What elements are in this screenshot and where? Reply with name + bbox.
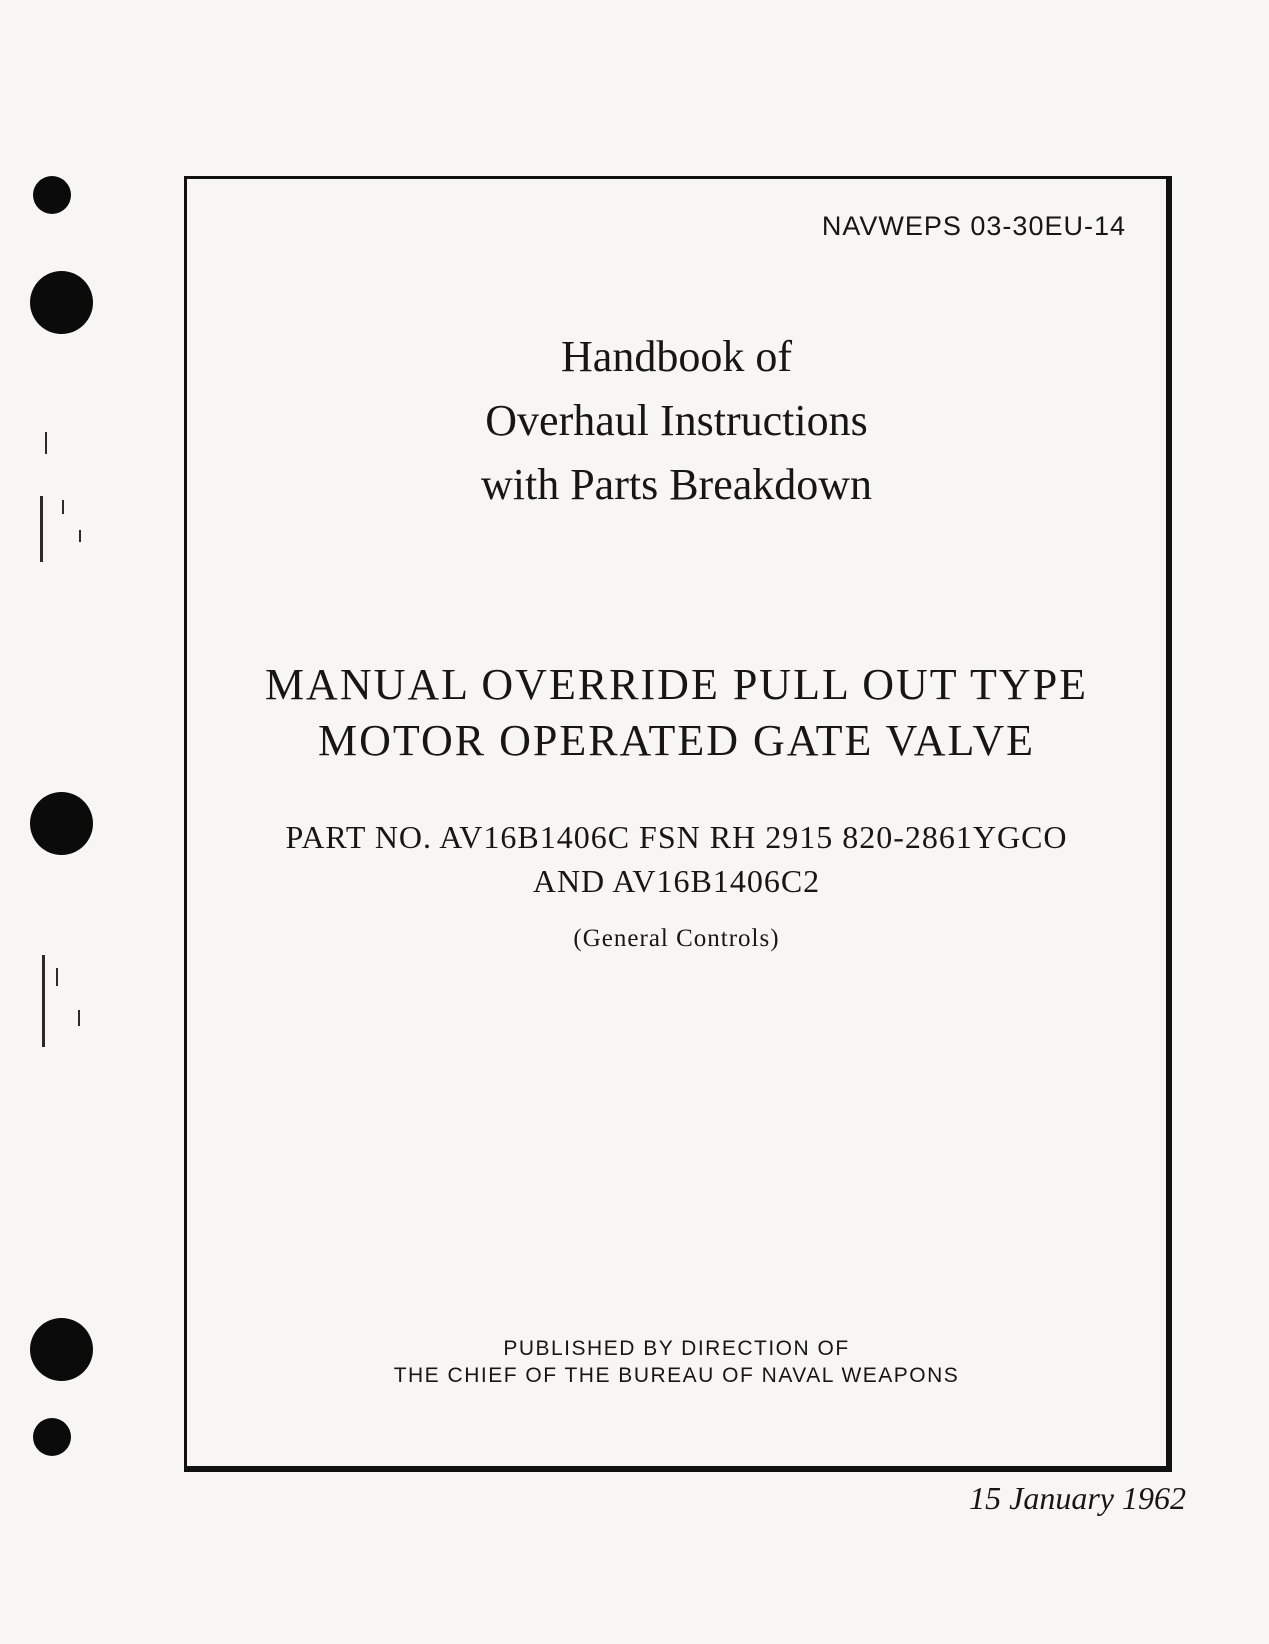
binder-hole [30,271,93,334]
part-numbers [187,815,1166,903]
scan-speck [40,496,43,562]
subject-title [187,657,1166,769]
publisher-statement [187,1335,1166,1389]
binder-hole [33,1418,71,1456]
subject-title-line: MOTOR OPERATED GATE VALVE [317,716,1035,765]
scan-speck [45,432,47,454]
scan-speck [62,500,64,514]
scan-speck [78,1010,80,1026]
binder-hole [30,1318,93,1381]
subject-title-line: MANUAL OVERRIDE PULL OUT TYPE [264,660,1089,709]
publisher-line: PUBLISHED BY DIRECTION OF [503,1337,850,1360]
handbook-title-line: Overhaul Instructions [485,396,868,445]
handbook-title-line: with Parts Breakdown [480,460,873,509]
handbook-title-line: Handbook of [561,332,792,381]
scan-speck [42,955,45,1047]
title-frame [184,176,1172,1472]
handbook-title [187,325,1166,517]
publisher-line: THE CHIEF OF THE BUREAU OF NAVAL WEAPONS [393,1364,960,1387]
binder-hole [30,792,93,855]
scan-speck [56,968,58,986]
manufacturer: (General Controls) [573,925,780,952]
scan-speck [79,530,81,542]
binder-hole [33,176,71,214]
publication-date: 15 January 1962 [969,1480,1186,1516]
document-number: NAVWEPS 03-30EU-14 [821,211,1126,241]
part-number-line: AND AV16B1406C2 [532,863,821,899]
part-number-line: PART NO. AV16B1406C FSN RH 2915 820-2861YGCO [285,819,1068,855]
